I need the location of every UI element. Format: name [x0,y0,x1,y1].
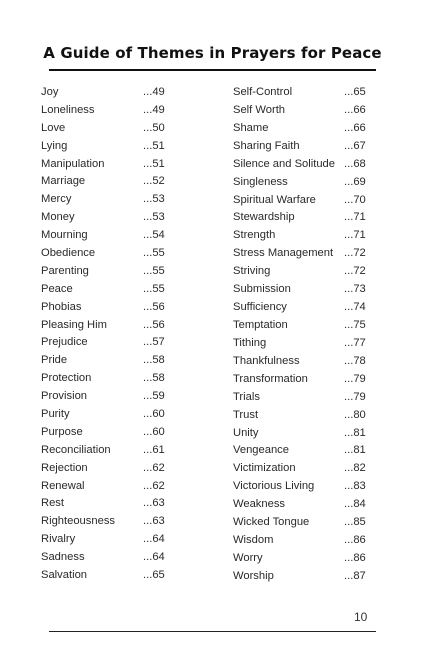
index-entry-topic: Victimization [233,462,296,475]
index-entry-topic: Joy [41,86,59,98]
index-entry [233,299,373,317]
index-entry-topic: Pleasing Him [41,318,107,331]
index-entry-topic: Silence and Solitude [233,157,336,170]
index-entry-topic: Prejudice [41,336,88,349]
index-entry-page: ...66 [344,103,366,116]
footer-rule [49,631,376,632]
index-entry-page: ...66 [344,121,366,134]
index-entry-topic: Wisdom [233,534,274,547]
index-entry-topic: Marriage [41,175,86,188]
index-entry-topic: Rejection [41,461,88,474]
index-entry-topic: Love [41,121,66,134]
index-entry-page: ...60 [143,425,165,438]
index-entry [41,191,171,209]
index-entry [233,389,373,407]
index-entry [41,352,171,370]
index-entry [41,263,171,281]
index-entry-page: ...60 [143,408,165,421]
index-entry [233,138,373,156]
index-entry-page: ...52 [143,175,165,188]
index-entry-topic: Temptation [233,318,288,331]
index-entry-page: ...55 [143,247,165,260]
index-entry [41,495,171,513]
index-entry [41,478,171,496]
index-entry [41,388,171,406]
index-entry-page: ...74 [344,301,366,314]
index-entry-topic: Trials [233,390,260,403]
index-entry [233,442,373,460]
index-column-right [233,84,373,586]
index-entry [233,568,373,586]
index-entry [233,335,373,353]
index-entry-topic: Manipulation [41,157,105,170]
index-entry-topic: Loneliness [41,103,95,116]
index-entry-topic: Worship [233,569,274,582]
index-entry-topic: Peace [41,282,73,295]
index-entry-page: ...56 [143,300,165,313]
index-entry [41,281,171,299]
index-entry [233,120,373,138]
index-entry-topic: Sufficiency [233,301,287,314]
index-entry [233,281,373,299]
index-entry-topic: Self Worth [233,103,286,116]
index-entry-page: ...58 [143,372,165,385]
index-entry-page: ...81 [344,426,366,439]
index-entry-topic: Victorious Living [233,480,315,493]
index-entry [233,478,373,496]
index-entry-page: ...72 [344,247,366,260]
index-entry [41,513,171,531]
index-entry-page: ...85 [344,516,366,529]
index-entry-page: ...63 [143,515,165,528]
index-entry-topic: Trust [233,408,259,421]
index-entry-topic: Obedience [41,247,96,260]
index-entry [41,370,171,388]
index-entry-page: ...63 [143,497,165,510]
index-entry-topic: Striving [233,265,271,278]
index-entry-page: ...62 [143,479,165,492]
index-entry [233,532,373,550]
index-entry [41,84,171,102]
index-entry-page: ...79 [344,390,366,403]
index-entry [41,406,171,424]
index-entry-page: ...69 [344,175,366,188]
index-entry-topic: Stewardship [233,211,295,224]
index-entry-topic: Singleness [233,175,288,188]
index-entry [233,245,373,263]
index-entry-topic: Pride [41,354,68,367]
index-entry [233,514,373,532]
index-entry-topic: Protection [41,372,92,385]
index-entry-page: ...58 [143,354,165,367]
index-entry [233,156,373,174]
index-entry-page: ...55 [143,264,165,277]
index-entry-page: ...86 [344,534,366,547]
index-entry [233,371,373,389]
index-entry-topic: Provision [41,390,88,403]
index-entry [41,245,171,263]
index-entry [41,442,171,460]
index-entry-topic: Purity [41,408,70,421]
index-entry-topic: Righteousness [41,515,116,528]
index-entry-page: ...59 [143,390,165,403]
index-entry [41,424,171,442]
page-number: 10 [354,610,368,624]
index-entry-page: ...73 [344,283,366,296]
index-entry [233,263,373,281]
index-entry-page: ...68 [344,157,366,170]
index-entry [233,550,373,568]
index-entry-page: ...65 [344,86,366,98]
index-entry-topic: Sharing Faith [233,139,300,152]
index-entry-topic: Purpose [41,425,83,438]
index-entry-topic: Stress Management [233,247,334,260]
index-entry-page: ...56 [143,318,165,331]
index-entry-page: ...77 [344,336,366,349]
index-entry-page: ...53 [143,193,165,206]
index-entry [41,102,171,120]
index-entry-topic: Tithing [233,336,267,349]
index-entry-topic: Thankfulness [233,354,300,367]
index-entry-page: ...87 [344,569,366,582]
index-entry-page: ...50 [143,121,165,134]
index-entry [233,407,373,425]
index-entry [233,192,373,210]
index-entry-page: ...79 [344,372,366,385]
index-entry-topic: Worry [233,551,263,564]
index-entry-page: ...57 [143,336,165,349]
index-entry-page: ...70 [344,193,366,206]
index-entry-page: ...78 [344,354,366,367]
index-entry-page: ...49 [143,86,165,98]
index-entry-page: ...81 [344,444,366,457]
index-entry-page: ...67 [344,139,366,152]
index-entry [41,317,171,335]
index-entry-topic: Renewal [41,479,85,492]
index-entry-topic: Sadness [41,551,85,564]
index-entry [233,209,373,227]
index-entry-topic: Weakness [233,498,286,511]
index-entry-topic: Shame [233,121,269,134]
index-entry-page: ...51 [143,157,165,170]
index-entry [233,460,373,478]
index-entry-page: ...84 [344,498,366,511]
index-entry-page: ...49 [143,103,165,116]
index-entry [41,549,171,567]
index-entry [233,102,373,120]
index-entry-topic: Submission [233,283,291,296]
index-entry-page: ...71 [344,229,366,242]
index-entry-page: ...64 [143,551,165,564]
index-entry [41,334,171,352]
index-entry-topic: Reconciliation [41,443,111,456]
index-entry-topic: Unity [233,426,259,439]
index-entry-page: ...51 [143,139,165,152]
index-entry-page: ...83 [344,480,366,493]
index-entry [41,567,171,585]
index-entry-page: ...61 [143,443,165,456]
index-entry-topic: Vengeance [233,444,289,457]
index-entry-page: ...64 [143,533,165,546]
index-entry-topic: Strength [233,229,276,242]
index-entry-page: ...72 [344,265,366,278]
index-entry [233,84,373,102]
index-entry-topic: Rest [41,497,65,510]
index-entry-page: ...75 [344,318,366,331]
index-column-left [41,84,171,585]
index-entry [233,317,373,335]
index-entry [41,531,171,549]
index-entry-page: ...62 [143,461,165,474]
index-entry-topic: Salvation [41,569,88,582]
title-rule [49,69,376,71]
index-entry [41,156,171,174]
index-entry-topic: Spiritual Warfare [233,193,316,206]
index-entry-page: ...86 [344,551,366,564]
index-entry [233,496,373,514]
index-entry [233,174,373,192]
index-entry-page: ...80 [344,408,366,421]
index-entry-page: ...54 [143,229,165,242]
index-entry [41,460,171,478]
index-entry-topic: Lying [41,139,68,152]
index-entry-topic: Transformation [233,372,308,385]
index-entry-topic: Parenting [41,264,89,277]
index-entry [233,227,373,245]
index-entry [41,227,171,245]
index-entry [41,173,171,191]
index-entry [41,120,171,138]
index-entry-page: ...55 [143,282,165,295]
page-title: A Guide of Themes in Prayers for Peace [43,44,382,62]
index-entry-topic: Rivalry [41,533,76,546]
index-entry [41,209,171,227]
index-entry-topic: Phobias [41,300,82,313]
index-entry [41,138,171,156]
index-entry-page: ...71 [344,211,366,224]
index-entry-page: ...53 [143,211,165,224]
index-entry [233,353,373,371]
index-entry-topic: Self-Control [233,86,293,98]
index-entry [41,299,171,317]
index-entry [233,425,373,443]
index-entry-topic: Money [41,211,75,224]
index-entry-topic: Mercy [41,193,72,206]
index-entry-topic: Wicked Tongue [233,516,310,529]
index-entry-page: ...65 [143,569,165,582]
index-entry-topic: Mourning [41,229,88,242]
index-entry-page: ...82 [344,462,366,475]
